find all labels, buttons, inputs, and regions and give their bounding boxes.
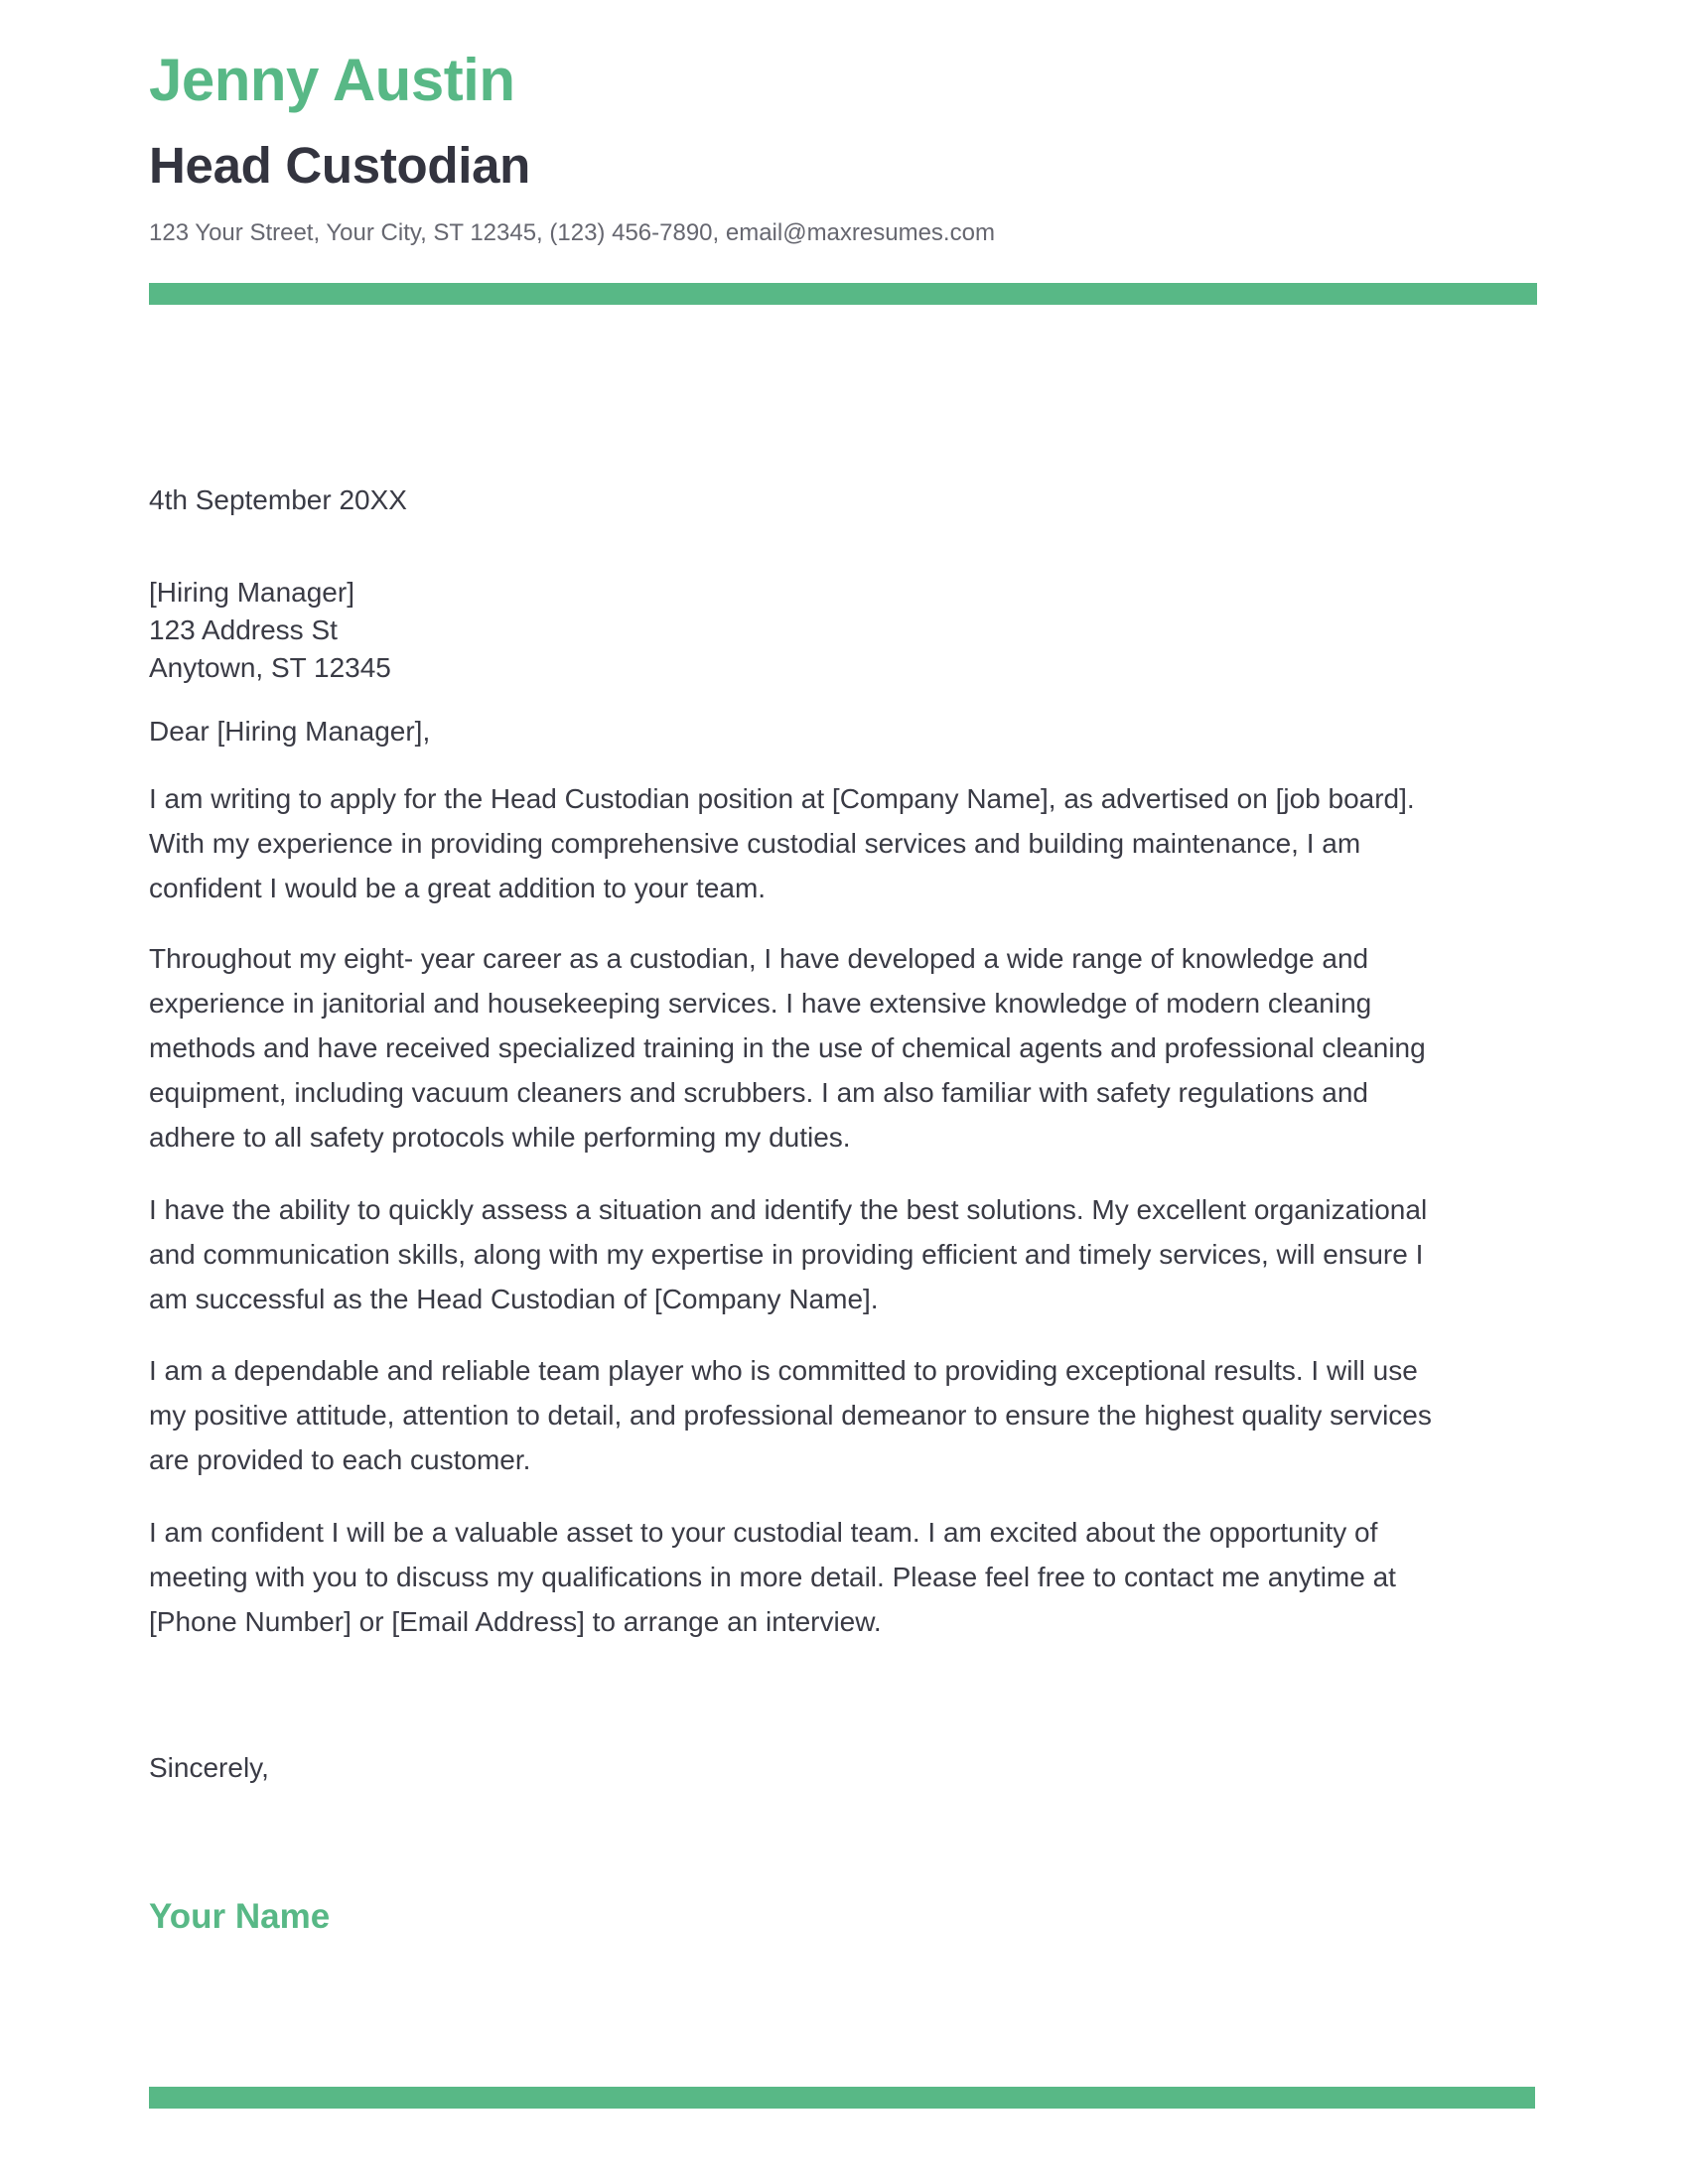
paragraph-line: I am writing to apply for the Head Custodian position at [Company Name], as advertised on [job board]. bbox=[149, 783, 1415, 814]
paragraph-line: are provided to each customer. bbox=[149, 1444, 531, 1475]
contact-info: 123 Your Street, Your City, ST 12345, (123) 456-7890, email@maxresumes.com bbox=[149, 219, 995, 246]
paragraph-line: experience in janitorial and housekeeping services. I have extensive knowledge of modern cleaning bbox=[149, 988, 1372, 1019]
paragraph-line: I have the ability to quickly assess a situation and identify the best solutions. My excellent organizational bbox=[149, 1194, 1428, 1225]
paragraph-line: Throughout my eight- year career as a custodian, I have developed a wide range of knowledge and bbox=[149, 943, 1369, 974]
paragraph-line: I am confident I will be a valuable asset to your custodial team. I am excited about the opportunity of bbox=[149, 1517, 1378, 1548]
paragraph-line: methods and have received specialized training in the use of chemical agents and professional cleaning bbox=[149, 1032, 1426, 1063]
recipient-line: 123 Address St bbox=[149, 614, 338, 645]
paragraph-line: With my experience in providing comprehensive custodial services and building maintenance, I am bbox=[149, 828, 1361, 859]
job-title: Head Custodian bbox=[149, 137, 531, 194]
paragraph-line: my positive attitude, attention to detail, and professional demeanor to ensure the highest quality services bbox=[149, 1400, 1432, 1431]
recipient-address bbox=[149, 574, 391, 687]
paragraph-closing bbox=[149, 1510, 1396, 1644]
header-divider bbox=[149, 283, 1537, 305]
paragraph-intro bbox=[149, 776, 1415, 910]
recipient-line: Anytown, ST 12345 bbox=[149, 652, 391, 683]
paragraph-line: meeting with you to discuss my qualifications in more detail. Please feel free to contact me anytime at bbox=[149, 1562, 1396, 1592]
paragraph-line: equipment, including vacuum cleaners and scrubbers. I am also familiar with safety regulations and bbox=[149, 1077, 1368, 1108]
paragraph-line: and communication skills, along with my expertise in providing efficient and timely services, will ensure I bbox=[149, 1239, 1424, 1270]
paragraph-line: confident I would be a great addition to your team. bbox=[149, 873, 767, 903]
paragraph-skills bbox=[149, 1187, 1427, 1321]
paragraph-experience bbox=[149, 936, 1426, 1160]
applicant-name: Jenny Austin bbox=[149, 47, 515, 113]
salutation: Dear [Hiring Manager], bbox=[149, 716, 431, 747]
paragraph-line: adhere to all safety protocols while performing my duties. bbox=[149, 1122, 851, 1153]
paragraph-qualities bbox=[149, 1348, 1432, 1482]
paragraph-line: [Phone Number] or [Email Address] to arrange an interview. bbox=[149, 1606, 882, 1637]
closing-phrase: Sincerely, bbox=[149, 1752, 269, 1783]
paragraph-line: am successful as the Head Custodian of [Company Name]. bbox=[149, 1284, 879, 1314]
recipient-line: [Hiring Manager] bbox=[149, 577, 354, 608]
footer-divider bbox=[149, 2087, 1535, 2109]
paragraph-line: I am a dependable and reliable team player who is committed to providing exceptional results. I will use bbox=[149, 1355, 1418, 1386]
letter-date: 4th September 20XX bbox=[149, 484, 407, 515]
signature-name: Your Name bbox=[149, 1897, 331, 1936]
